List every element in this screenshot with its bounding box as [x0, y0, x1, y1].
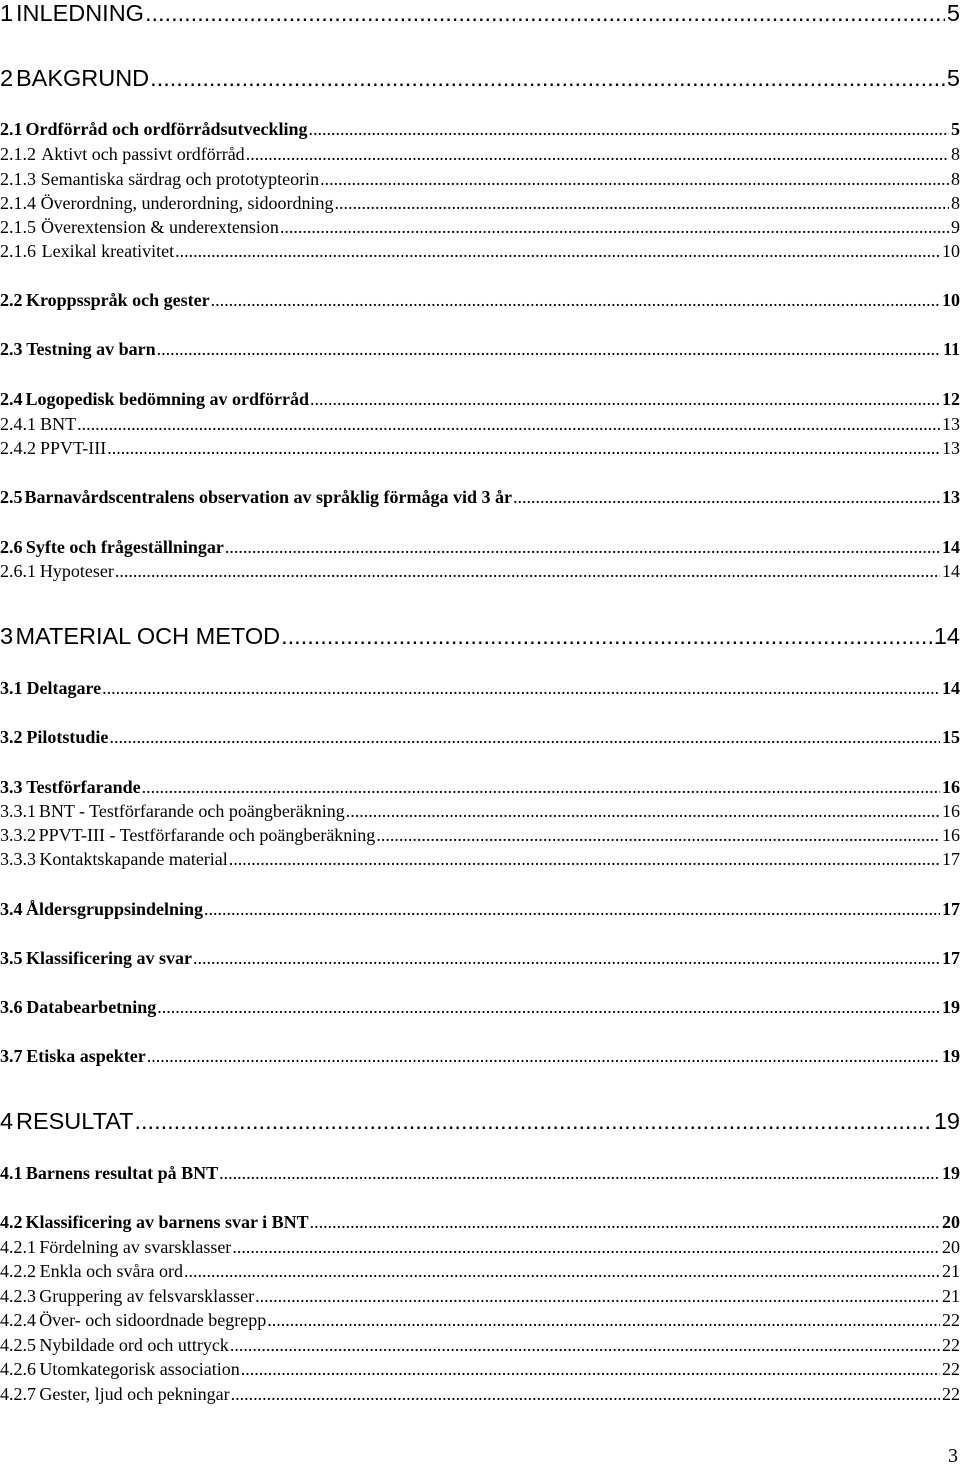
toc-entry-title: Gester, ljud och pekningar [39, 1384, 230, 1404]
dot-leader [346, 801, 940, 822]
toc-entry[interactable] [0, 438, 960, 459]
dot-leader [225, 537, 940, 558]
toc-entry-title: Överextension & underextension [40, 217, 279, 237]
toc-entry-page: 19 [942, 1046, 960, 1066]
toc-entry[interactable] [0, 217, 960, 238]
toc-entry-number: 4.2 [0, 1212, 23, 1232]
toc-entry-title: Åldersgruppsindelning [25, 899, 204, 919]
toc-entry-title: Klassificering av barnens svar i BNT [25, 1212, 309, 1232]
toc-entry-page: 22 [942, 1310, 960, 1330]
toc-entry-title: Fördelning av svarsklasser [39, 1237, 232, 1257]
toc-entry-number: 4.2.2 [0, 1261, 36, 1281]
toc-entry-title: Ordförråd och ordförrådsutveckling [25, 119, 308, 139]
dot-leader [232, 1237, 940, 1258]
toc-entry-number: 3.3.2 [0, 825, 36, 845]
dot-leader [513, 487, 940, 508]
toc-entry[interactable] [0, 623, 960, 650]
toc-entry-page: 11 [942, 339, 960, 359]
toc-entry-number: 2.1.3 [0, 169, 36, 189]
toc-entry-title: BNT [40, 414, 77, 434]
toc-entry-number: 3.7 [0, 1046, 23, 1066]
toc-entry-number: 2.4.2 [0, 438, 36, 458]
dot-leader [184, 1261, 940, 1282]
toc-entry[interactable] [0, 389, 960, 410]
toc-entry-title: Syfte och frågeställningar [25, 537, 224, 557]
toc-entry-title: Överordning, underordning, sidoordning [40, 193, 334, 213]
toc-entry-title: Hypoteser [39, 561, 114, 581]
toc-entry-number: 2.1.5 [0, 217, 36, 237]
dot-leader [219, 1163, 940, 1184]
toc-entry-number: 3.3.3 [0, 849, 36, 869]
dot-leader [77, 414, 940, 435]
dot-leader [376, 825, 940, 846]
toc-entry-number: 2.1.2 [0, 144, 36, 164]
toc-entry-number: 2.4.1 [0, 414, 36, 434]
toc-entry-title: Logopedisk bedömning av ordförråd [25, 389, 310, 409]
toc-entry[interactable] [0, 241, 960, 262]
toc-entry-page: 19 [933, 1108, 960, 1134]
toc-entry[interactable] [0, 1310, 960, 1331]
toc-entry-title: Etiska aspekter [26, 1046, 146, 1066]
toc-entry-page: 10 [942, 290, 960, 310]
toc-entry-title: PPVT-III - Testförfarande och poängberäkning [38, 825, 376, 845]
toc-entry-title: Databearbetning [26, 997, 157, 1017]
dot-leader [193, 948, 940, 969]
toc-entry-number: 3.5 [0, 948, 23, 968]
toc-entry-title: Nybildade ord och uttryck [39, 1335, 229, 1355]
toc-entry[interactable] [0, 561, 960, 582]
toc-entry[interactable] [0, 1212, 960, 1233]
toc-entry-page: 5 [951, 119, 960, 139]
toc-entry-title: RESULTAT [15, 1108, 134, 1134]
toc-entry-page: 22 [942, 1359, 960, 1379]
dot-leader [135, 1108, 932, 1135]
toc-entry[interactable] [0, 1163, 960, 1184]
toc-entry[interactable] [0, 1108, 960, 1135]
page-number: 3 [948, 1445, 958, 1467]
toc-entry-number: 2.2 [0, 290, 23, 310]
toc-entry-title: Testförfarande [26, 777, 141, 797]
dot-leader [231, 1384, 940, 1405]
toc-entry-page: 20 [942, 1237, 960, 1257]
dot-leader [281, 623, 932, 650]
dot-leader [309, 119, 949, 140]
toc-entry-number: 4.2.5 [0, 1335, 36, 1355]
toc-entry-title: BAKGRUND [15, 65, 150, 91]
toc-entry[interactable] [0, 727, 960, 748]
toc-entry-number: 4 [0, 1108, 14, 1134]
dot-leader [157, 997, 940, 1018]
toc-entry-number: 2.1 [0, 119, 23, 139]
toc-entry[interactable] [0, 1237, 960, 1258]
toc-entry-page: 17 [942, 948, 960, 968]
toc-entry-title: Semantiska särdrag och prototypteorin [40, 169, 320, 189]
toc-entry-page: 17 [942, 899, 960, 919]
toc-entry-title: Utomkategorisk association [39, 1359, 240, 1379]
dot-leader [147, 1046, 940, 1067]
toc-entry-title: Deltagare [26, 678, 102, 698]
toc-entry-page: 17 [942, 849, 960, 869]
toc-entry-number: 3.3.1 [0, 801, 36, 821]
toc-entry-page: 21 [942, 1286, 960, 1306]
toc-entry-number: 4.2.4 [0, 1310, 36, 1330]
toc-entry-number: 2.1.4 [0, 193, 36, 213]
toc-entry-page: 13 [942, 487, 960, 507]
toc-entry-page: 19 [942, 997, 960, 1017]
toc-entry-page: 20 [942, 1212, 960, 1232]
toc-entry[interactable] [0, 414, 960, 435]
toc-entry[interactable] [0, 997, 960, 1018]
toc-entry-title: Barnens resultat på BNT [25, 1163, 219, 1183]
toc-entry-number: 2.4 [0, 389, 23, 409]
toc-entry-title: Gruppering av felsvarsklasser [39, 1286, 255, 1306]
dot-leader [246, 144, 949, 165]
toc-entry-title: Kontaktskapande material [39, 849, 228, 869]
toc-entry-title: Barnavårdscentralens observation av språklig förmåga vid 3 år [24, 487, 513, 507]
toc-entry-title: Lexikal kreativitet [41, 241, 175, 261]
toc-entry-page: 13 [942, 438, 960, 458]
toc-entry-page: 16 [942, 801, 960, 821]
toc-entry-page: 19 [942, 1163, 960, 1183]
toc-entry[interactable] [0, 801, 960, 822]
toc-entry-title: INLEDNING [16, 0, 144, 26]
toc-entry-number: 3.2 [0, 727, 23, 747]
dot-leader [109, 727, 940, 748]
toc-entry[interactable] [0, 1046, 960, 1067]
toc-entry-number: 2.6.1 [0, 561, 36, 581]
dot-leader [175, 241, 940, 262]
toc-entry[interactable] [0, 1359, 960, 1380]
toc-entry[interactable] [0, 899, 960, 920]
dot-leader [145, 0, 945, 27]
toc-entry-page: 8 [951, 144, 960, 164]
dot-leader [102, 678, 940, 699]
toc-entry-number: 3.3 [0, 777, 23, 797]
toc-entry-number: 4.1 [0, 1163, 23, 1183]
toc-entry-page: 13 [942, 414, 960, 434]
toc-entry-page: 12 [942, 389, 960, 409]
dot-leader [310, 1212, 940, 1233]
dot-leader [115, 561, 940, 582]
toc-entry[interactable] [0, 849, 960, 870]
toc-entry-number: 3.4 [0, 899, 23, 919]
toc-entry[interactable] [0, 537, 960, 558]
dot-leader [241, 1359, 940, 1380]
dot-leader [267, 1310, 940, 1331]
toc-entry[interactable] [0, 1384, 960, 1405]
toc-entry[interactable] [0, 678, 960, 699]
dot-leader [150, 65, 945, 92]
toc-entry[interactable] [0, 0, 960, 27]
dot-leader [335, 193, 949, 214]
toc-entry[interactable] [0, 144, 960, 165]
toc-entry-title: MATERIAL OCH METOD [15, 623, 281, 649]
toc-entry-page: 16 [942, 825, 960, 845]
toc-entry-title: Aktivt och passivt ordförråd [41, 144, 245, 164]
toc-entry-page: 8 [951, 193, 960, 213]
toc-entry[interactable] [0, 1335, 960, 1356]
toc-entry-number: 2.5 [0, 487, 23, 507]
dot-leader [142, 777, 940, 798]
toc-entry[interactable] [0, 1286, 960, 1307]
toc-entry-number: 2 [0, 65, 14, 91]
dot-leader [157, 339, 941, 360]
toc-entry-page: 14 [942, 537, 960, 557]
toc-entry-page: 22 [942, 1384, 960, 1404]
dot-leader [211, 290, 940, 311]
toc-entry-page: 16 [942, 777, 960, 797]
toc-entry[interactable] [0, 169, 960, 190]
toc-entry[interactable] [0, 1261, 960, 1282]
toc-entry-number: 3.6 [0, 997, 23, 1017]
dot-leader [230, 1335, 940, 1356]
toc-entry-number: 2.3 [0, 339, 23, 359]
toc-entry-title: Enkla och svåra ord [39, 1261, 184, 1281]
toc-entry-page: 14 [942, 678, 960, 698]
toc-entry[interactable] [0, 290, 960, 311]
toc-entry[interactable] [0, 825, 960, 846]
toc-entry-page: 8 [951, 169, 960, 189]
toc-entry-title: Kroppsspråk och gester [25, 290, 210, 310]
toc-entry-page: 9 [951, 217, 960, 237]
toc-entry-title: Över- och sidoordnade begrepp [39, 1310, 267, 1330]
toc-entry-page: 14 [942, 561, 960, 581]
dot-leader [107, 438, 940, 459]
toc-entry-number: 4.2.6 [0, 1359, 36, 1379]
toc-entry-page: 5 [946, 65, 960, 91]
toc-entry[interactable] [0, 339, 960, 360]
dot-leader [310, 389, 940, 410]
toc-entry[interactable] [0, 777, 960, 798]
toc-entry[interactable] [0, 119, 960, 140]
toc-entry[interactable] [0, 487, 960, 508]
toc-entry-number: 2.6 [0, 537, 23, 557]
toc-entry-number: 4.2.7 [0, 1384, 36, 1404]
dot-leader [280, 217, 949, 238]
toc-entry-number: 4.2.3 [0, 1286, 36, 1306]
toc-entry-title: Pilotstudie [26, 727, 109, 747]
dot-leader [255, 1286, 940, 1307]
toc-entry-page: 5 [946, 0, 960, 26]
toc-entry[interactable] [0, 65, 960, 92]
toc-entry-number: 2.1.6 [0, 241, 36, 261]
toc-entry-number: 3.1 [0, 678, 23, 698]
toc-entry[interactable] [0, 193, 960, 214]
toc-entry-page: 14 [933, 623, 960, 649]
toc-entry-number: 1 [0, 0, 14, 26]
dot-leader [204, 899, 940, 920]
toc-entry-title: Testning av barn [26, 339, 156, 359]
dot-leader [320, 169, 949, 190]
toc-entry-number: 4.2.1 [0, 1237, 36, 1257]
toc-entry-page: 15 [942, 727, 960, 747]
toc-entry-page: 22 [942, 1335, 960, 1355]
toc-entry-title: Klassificering av svar [26, 948, 193, 968]
dot-leader [229, 849, 940, 870]
toc-entry[interactable] [0, 948, 960, 969]
toc-entry-page: 21 [942, 1261, 960, 1281]
toc-entry-title: PPVT-III [39, 438, 107, 458]
toc-entry-page: 10 [942, 241, 960, 261]
toc-entry-title: BNT - Testförfarande och poängberäkning [38, 801, 345, 821]
toc-entry-number: 3 [0, 623, 14, 649]
